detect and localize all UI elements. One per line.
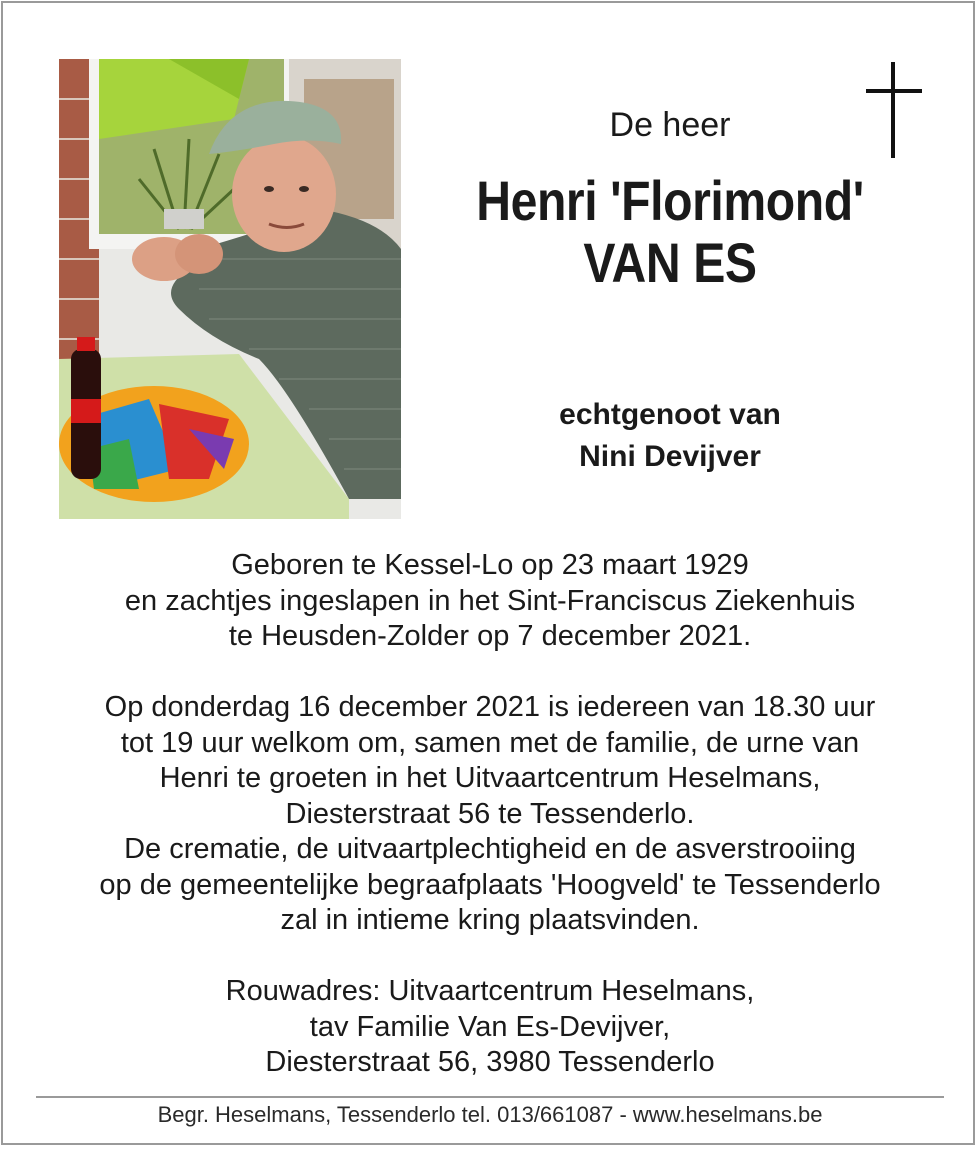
footer-undertaker: Begr. Heselmans, Tessenderlo tel. 013/661087 - www.heselmans.be <box>157 1102 823 1127</box>
text-line: te Heusden-Zolder op 7 december 2021. <box>228 620 752 652</box>
text-line: tav Familie Van Es-Devijver, <box>309 1010 671 1043</box>
text-line: De crematie, de uitvaartplechtigheid en de asverstrooiing <box>124 833 856 865</box>
text-line: en zachtjes ingeslapen in het Sint-Franciscus Ziekenhuis <box>124 584 856 617</box>
portrait-photo <box>59 59 401 519</box>
deceased-name <box>455 170 885 294</box>
text-line: Geboren te Kessel-Lo op 23 maart 1929 <box>231 549 749 581</box>
text-line: Rouwadres: Uitvaartcentrum Heselmans, <box>225 975 755 1007</box>
spouse-line-1: echtgenoot van <box>559 398 781 431</box>
honorific-title: De heer <box>609 106 731 144</box>
text-line: zal in intieme kring plaatsvinden. <box>280 904 700 936</box>
name-line-1: Henri 'Florimond' <box>476 169 864 232</box>
spouse-line-2: Nini Devijver <box>579 440 761 473</box>
name-line-2: VAN ES <box>583 231 757 294</box>
mourning-address <box>40 974 940 1081</box>
text-line: Diesterstraat 56 te Tessenderlo. <box>285 797 695 830</box>
text-line: Diesterstraat 56, 3980 Tessenderlo <box>265 1046 715 1078</box>
text-line: op de gemeentelijke begraafplaats 'Hoogveld' te Tessenderlo <box>99 868 881 901</box>
footer-divider <box>36 1096 944 1098</box>
ceremony-paragraph <box>40 690 940 939</box>
birth-death-paragraph <box>40 548 940 655</box>
text-line: Henri te groeten in het Uitvaartcentrum Heselmans, <box>159 762 821 794</box>
text-line: tot 19 uur welkom om, samen met de familie, de urne van <box>120 726 860 759</box>
spouse-info <box>420 394 920 478</box>
text-line: Op donderdag 16 december 2021 is iedereen van 18.30 uur <box>104 691 876 723</box>
